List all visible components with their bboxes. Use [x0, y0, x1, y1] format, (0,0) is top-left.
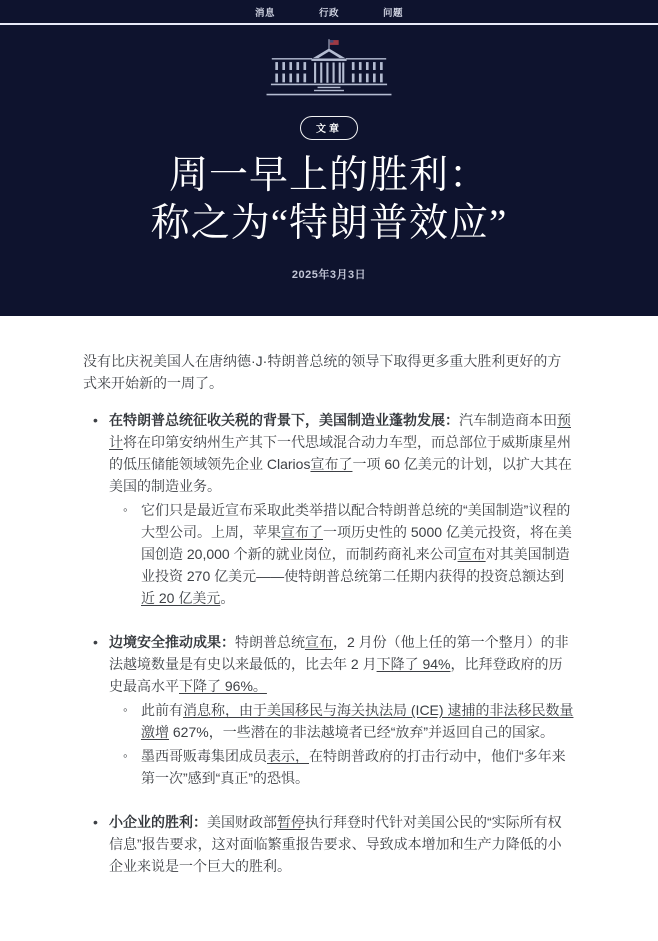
list-item-border-security	[83, 631, 575, 789]
list-item-small-business	[83, 811, 575, 877]
inline-link[interactable]: 消息称，由于美国移民与海关执法局 (ICE) 逮捕的非法移民数量激增	[141, 702, 574, 741]
page-title	[30, 152, 628, 247]
sub-list-item	[115, 745, 575, 789]
bullet-text: ，2 月份（他上任的第一个整月）的非法越境数量是有史以来最低的，比去年 2 月	[109, 634, 569, 673]
bullet-text: 一项 60 亿美元的计划，以扩大其在美国的制造业务。	[109, 456, 572, 495]
inline-link[interactable]: 暂停	[277, 814, 305, 831]
bullet-lead: 小企业的胜利：	[109, 814, 207, 831]
inline-link[interactable]: 宣布	[305, 634, 333, 651]
nav-link-administration[interactable]: 行政	[318, 7, 339, 19]
sub-bullet-list	[109, 699, 575, 789]
bullet-text: 在特朗普政府的打击行动中，他们“多年来第一次”感到“真正”的恐惧。	[141, 748, 566, 787]
bullet-list	[83, 409, 575, 877]
bullet-text: 一项历史性的 5000 亿美元投资，将在美国创造 20,000 个新的就业岗位，而制药商礼来公司	[141, 524, 572, 563]
inline-link[interactable]: 预计	[109, 412, 571, 451]
inline-link[interactable]: 宣布了	[310, 456, 353, 473]
inline-link[interactable]: 宣布了	[281, 524, 323, 541]
article-date: 2025年3月3日	[291, 269, 367, 282]
nav-link-news[interactable]: 消息	[254, 7, 275, 19]
article-body	[83, 350, 575, 941]
sub-list-item	[115, 499, 575, 609]
bullet-text: 执行拜登时代针对美国公民的“实际所有权信息”报告要求，这对面临繁重报告要求、导致成本增加和生产力降低的小企业来说是一个巨大的胜利。	[109, 814, 562, 875]
list-item-manufacturing	[83, 409, 575, 609]
bullet-text: 此前有	[141, 702, 183, 719]
article-badge: 文章	[300, 116, 358, 140]
bullet-text: 它们只是最近宣布采取此类举措以配合特朗普总统的“美国制造”议程的大型公司。上周，苹果	[141, 502, 571, 541]
bullet-text: 627%，一些潜在的非法越境者已经“放弃”并返回自己的国家。	[169, 724, 555, 741]
inline-link[interactable]: 下降了 94%	[376, 656, 451, 673]
bullet-text: 汽车制造商本田	[459, 412, 557, 429]
page-title-line2: 称之为“特朗普效应”	[150, 201, 508, 245]
intro-paragraph: 没有比庆祝美国人在唐纳德·J·特朗普总统的领导下取得更多重大胜利更好的方式来开始新的一周了。	[83, 353, 562, 392]
bullet-text: 对其美国制造业投资 270 亿美元——使特朗普总统第二任期内获得的投资总额达到	[141, 546, 570, 585]
inline-link[interactable]: 宣布	[457, 546, 486, 563]
bullet-lead: 边境安全推动成果：	[109, 634, 235, 651]
sub-bullet-list	[109, 499, 575, 609]
white-house-logo[interactable]	[263, 38, 395, 102]
bullet-text: 。	[220, 590, 235, 607]
hero-header	[0, 25, 658, 316]
inline-link[interactable]: 下降了 96%。	[179, 678, 267, 695]
bullet-text: ，比拜登政府的历史最高水平	[109, 656, 563, 695]
bullet-text: 特朗普总统	[235, 634, 305, 651]
top-nav	[0, 0, 658, 23]
page-title-line1: 周一早上的胜利：	[168, 154, 489, 197]
white-house-building-icon	[263, 38, 395, 102]
nav-link-issues[interactable]: 问题	[383, 7, 404, 19]
inline-link[interactable]: 表示，	[267, 748, 309, 765]
inline-link[interactable]: 近 20 亿美元	[141, 590, 221, 607]
sub-list-item	[115, 699, 575, 743]
bullet-text: 美国财政部	[207, 814, 277, 831]
bullet-lead: 在特朗普总统征收关税的背景下，美国制造业蓬勃发展：	[109, 412, 459, 429]
bullet-text: 将在印第安纳州生产其下一代思域混合动力车型，而总部位于威斯康星州的低压储能领域领先企业 Clarios	[109, 434, 571, 473]
bullet-text: 墨西哥贩毒集团成员	[141, 748, 267, 765]
